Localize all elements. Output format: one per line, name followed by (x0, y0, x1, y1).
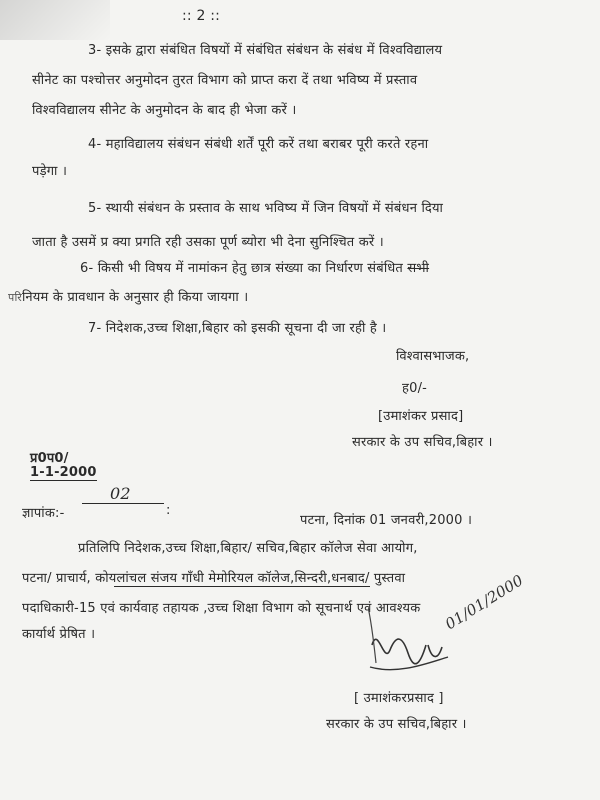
memo-number: 02 (110, 484, 131, 503)
para4-line2: पड़ेगा । (32, 164, 68, 179)
para3-line1: 3- इसके द्वारा संबंधित विषयों में संबंधित संबंधन के संबंध में विश्वविद्यालय (88, 43, 443, 58)
scan-shadow (0, 0, 110, 40)
reference-date: 1-1-2000 (30, 465, 97, 480)
para5-line2: जाता है उसमें प्र क्या प्रगति रही उसका पूर्ण ब्योरा भी देना सुनिश्चित करें । (32, 235, 384, 250)
para3-line2: सीनेट का पश्चोत्तर अनुमोदन तुरत विभाग को प्राप्त करा दें तथा भविष्य में प्रस्ताव (32, 73, 418, 88)
para6-line2-wrap (8, 287, 248, 305)
para4-line1: 4- महाविद्यालय संबंधन संबंधी शर्तें पूरी करें तथा बराबर पूरी करते रहना (88, 137, 429, 152)
para6-handwritten-prefix: परि (8, 291, 22, 304)
para6-line1: 6- किसी भी विषय में नामांकन हेतु छात्र संख्या का निर्धारण संबंधित (80, 261, 404, 276)
signatory-name: [उमाशंकर प्रसाद] (378, 409, 464, 424)
copy-to-line2: पटना/ प्राचार्य, कोयलांचल संजय गाँधी मेमोरियल कॉलेज,सिन्दरी,धनबाद/ पुस्तवा (22, 571, 406, 586)
closing-text: विश्वासभाजक, (396, 349, 470, 364)
para6-struck-word: सभी (407, 261, 430, 276)
memo-label: ज्ञापांक:- (22, 506, 65, 521)
copy-to-line3: पदाधिकारी-15 एवं कार्यवाह तहायक ,उच्च शिक्षा विभाग को सूचनार्थ एवं आवश्यक (22, 601, 421, 616)
para6-line2: नियम के प्रावधान के अनुसार ही किया जायगा । (22, 290, 249, 305)
handwritten-date: 01/01/2000 (442, 571, 527, 634)
para7: 7- निदेशक,उच्च शिक्षा,बिहार को इसकी सूचना दी जा रही है । (88, 321, 387, 336)
signatory-designation: सरकार के उप सचिव,बिहार । (352, 435, 493, 450)
copy-to-line4: कार्यार्थ प्रेषित । (22, 627, 96, 642)
para5-line1: 5- स्थायी संबंधन के प्रस्ताव के साथ भविष्य में जिन विषयों में संबंधन दिया (88, 201, 444, 216)
memo-colon: : (166, 503, 171, 518)
signatory-name-2: [ उमाशंकरप्रसाद ] (354, 691, 444, 706)
para3-line3: विश्वविद्यालय सीनेट के अनुमोदन के बाद ही भेजा करें । (32, 103, 297, 118)
signatory-designation-2: सरकार के उप सचिव,बिहार । (326, 717, 467, 732)
para6-line1-wrap (80, 258, 429, 276)
college-underline (114, 586, 370, 587)
copy-to-line1: प्रतिलिपि निदेशक,उच्च शिक्षा,बिहार/ सचिव,बिहार कॉलेज सेवा आयोग, (78, 541, 418, 556)
signed-mark: ह0/- (402, 381, 428, 396)
page-number: :: 2 :: (182, 8, 221, 24)
reference-code: प्र0प0/ (30, 451, 69, 466)
memo-underline (82, 503, 164, 504)
place-date: पटना, दिनांक 01 जनवरी,2000 । (300, 513, 473, 528)
